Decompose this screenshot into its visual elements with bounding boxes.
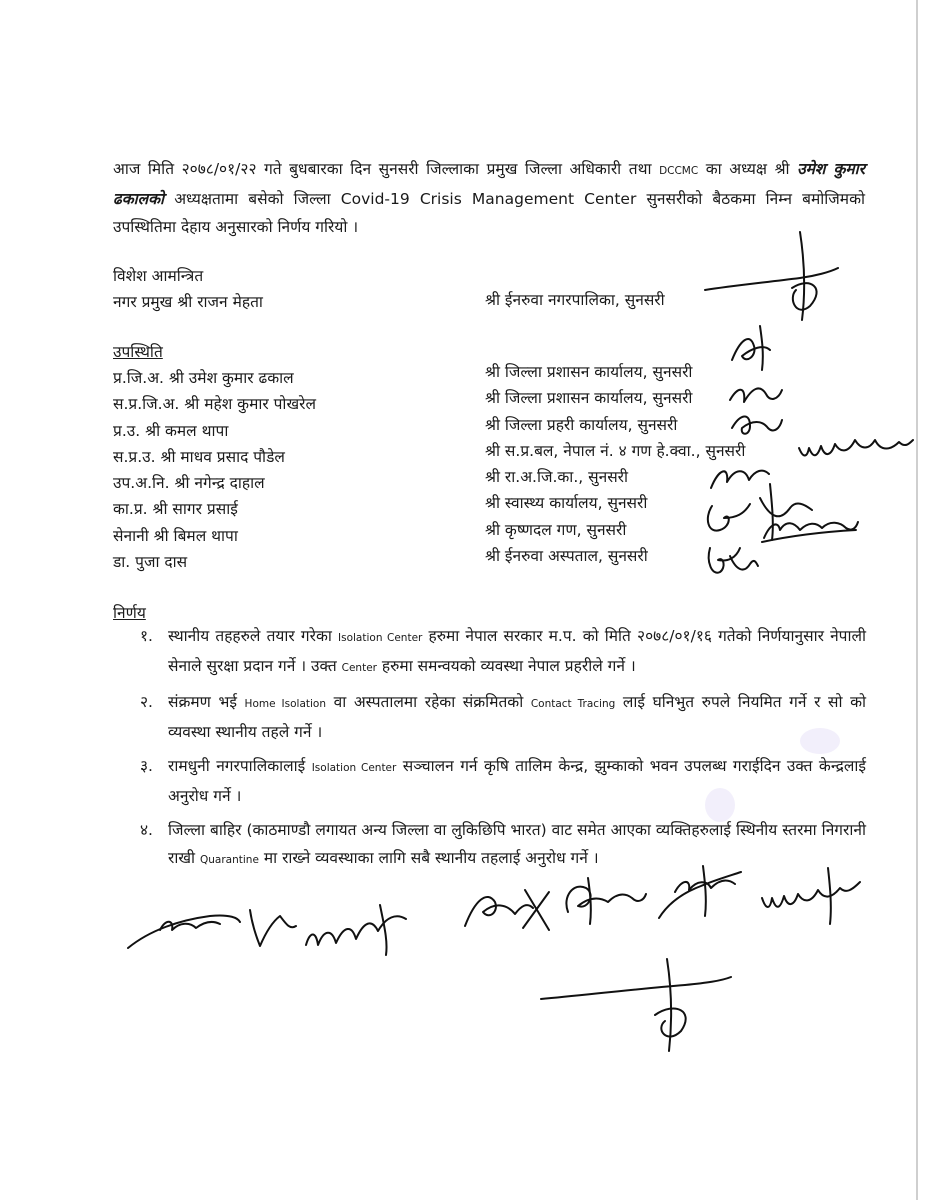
decision-text: हरुमा समन्वयको व्यवस्था नेपाल प्रहरीले गर्ने । xyxy=(381,657,636,675)
attendee-office: श्री ईनरुवा अस्पताल, सुनसरी xyxy=(485,547,648,566)
decisions-heading: निर्णय xyxy=(113,604,146,622)
attendee-name: डा. पुजा दास xyxy=(113,553,188,572)
signature-police xyxy=(726,406,786,446)
dccmc-label: DCCMC xyxy=(659,165,699,177)
attendee-name: स.प्र.जि.अ. श्री महेश कुमार पोखरेल xyxy=(113,395,316,414)
intro-text-1: आज मिति २०७८/०१/२२ गते बुधबारका दिन सुनसरी जिल्लाका प्रमुख जिल्ला अधिकारी तथा xyxy=(113,160,652,178)
chairperson-name: उमेश कुमार ढकालको xyxy=(113,160,865,208)
decision-item xyxy=(140,752,866,810)
decision-text: हरुमा नेपाल सरकार म.प. को मिति २०७८/०१/१६ गतेको निर्णयानुसार नेपाली सेनाले सुरक्षा प्रदान गर्ने । उक्त xyxy=(168,627,867,675)
decision-number: ३. xyxy=(140,757,153,775)
decision-term: Quarantine xyxy=(200,854,259,866)
decision-text: सञ्चालन गर्न कृषि तालिम केन्द्र, झुम्काको भवन उपलब्ध गराईदिन उक्त केन्द्रलाई अनुरोध गर्ने । xyxy=(168,757,866,805)
decision-number: १. xyxy=(140,627,153,645)
decision-text: स्थानीय तहहरुले तयार गरेका xyxy=(168,627,332,645)
decision-text: जिल्ला बाहिर (काठमाण्डौ लगायत अन्य जिल्ला वा लुकिछिपि भारत) वाट समेत आएका व्यक्तिहरुलाई स्थिनीय स्तरमा निगरानी राखी xyxy=(168,821,866,867)
signature-bottom-4 xyxy=(558,872,648,932)
special-invitee-office: श्री ईनरुवा नगरपालिका, सुनसरी xyxy=(485,291,665,309)
decision-list xyxy=(140,622,866,874)
decision-term: Center xyxy=(341,662,377,674)
decision-term: Contact Tracing xyxy=(530,698,616,710)
decision-term: Home Isolation xyxy=(244,698,327,710)
attendee-office: श्री जिल्ला प्रशासन कार्यालय, सुनसरी xyxy=(485,389,693,408)
attendee-name: का.प्र. श्री सागर प्रसाई xyxy=(113,500,238,519)
attendee-name-list xyxy=(113,365,316,575)
signature-bottom-3 xyxy=(455,880,555,940)
decision-term: Isolation Center xyxy=(311,762,397,774)
decision-text: लाई घनिभुत रुपले नियमित गर्ने र सो को व्यवस्था स्थानीय तहले गर्ने । xyxy=(168,693,866,741)
signature-bottom-1 xyxy=(120,900,300,960)
attendee-name: सेनानी श्री बिमल थापा xyxy=(113,526,238,545)
signature-bottom-7 xyxy=(535,955,735,1055)
decision-term: Isolation Center xyxy=(338,632,423,644)
signature-cdo xyxy=(724,320,784,380)
attendee-office: श्री कृष्णदल गण, सुनसरी xyxy=(485,520,627,539)
signature-krishnadal xyxy=(760,508,860,548)
attendee-name: प्र.जि.अ. श्री उमेश कुमार ढकाल xyxy=(113,369,294,387)
special-invitee-name: नगर प्रमुख श्री राजन मेहता xyxy=(113,293,263,311)
special-invite-heading: विशेश आमन्त्रित xyxy=(113,267,204,285)
decision-item xyxy=(140,622,866,682)
decision-text: मा राख्ने व्यवस्थाका लागि सबै स्थानीय तहलाई अनुरोध गर्ने । xyxy=(263,849,599,867)
decision-item xyxy=(140,688,866,746)
decision-text: रामधुनी नगरपालिकालाई xyxy=(168,757,306,775)
decision-text: वा अस्पतालमा रहेका संक्रमितको xyxy=(333,693,524,711)
decision-number: ४. xyxy=(140,821,153,839)
signature-bottom-5 xyxy=(645,862,745,932)
signature-bottom-6 xyxy=(756,862,866,932)
decision-number: २. xyxy=(140,693,153,711)
attendee-office: श्री स.प्र.बल, नेपाल नं. ४ गण हे.क्वा., सुनसरी xyxy=(485,441,746,460)
attendee-name: प्र.उ. श्री कमल थापा xyxy=(113,421,229,440)
attendance-heading: उपस्थिति xyxy=(113,343,163,361)
page-edge xyxy=(916,0,918,1200)
attendee-name: स.प्र.उ. श्री माधव प्रसाद पौडेल xyxy=(113,447,285,466)
decision-text: संक्रमण भई xyxy=(168,693,237,711)
attendee-office: श्री जिल्ला प्रहरी कार्यालय, सुनसरी xyxy=(485,415,678,434)
attendee-name: उप.अ.नि. श्री नगेन्द्र दाहाल xyxy=(113,474,265,493)
signature-bottom-2 xyxy=(300,895,430,965)
attendee-office: श्री रा.अ.जि.का., सुनसरी xyxy=(485,468,629,487)
signature-apf xyxy=(795,428,915,468)
signature-mayor xyxy=(700,228,840,328)
attendee-office: श्री जिल्ला प्रशासन कार्यालय, सुनसरी xyxy=(485,363,693,381)
attendee-office: श्री स्वास्थ्य कार्यालय, सुनसरी xyxy=(485,494,648,513)
signature-hospital xyxy=(700,536,760,584)
intro-text-3: अध्यक्षतामा बसेको जिल्ला Covid-19 Crisis Management Center सुनसरीको बैठकमा निम्न बमोजिमको उपस्थितिमा देहाय अनुसारको निर्णय गरियो । xyxy=(113,190,865,236)
intro-text-2: का अध्यक्ष श्री xyxy=(705,160,790,178)
